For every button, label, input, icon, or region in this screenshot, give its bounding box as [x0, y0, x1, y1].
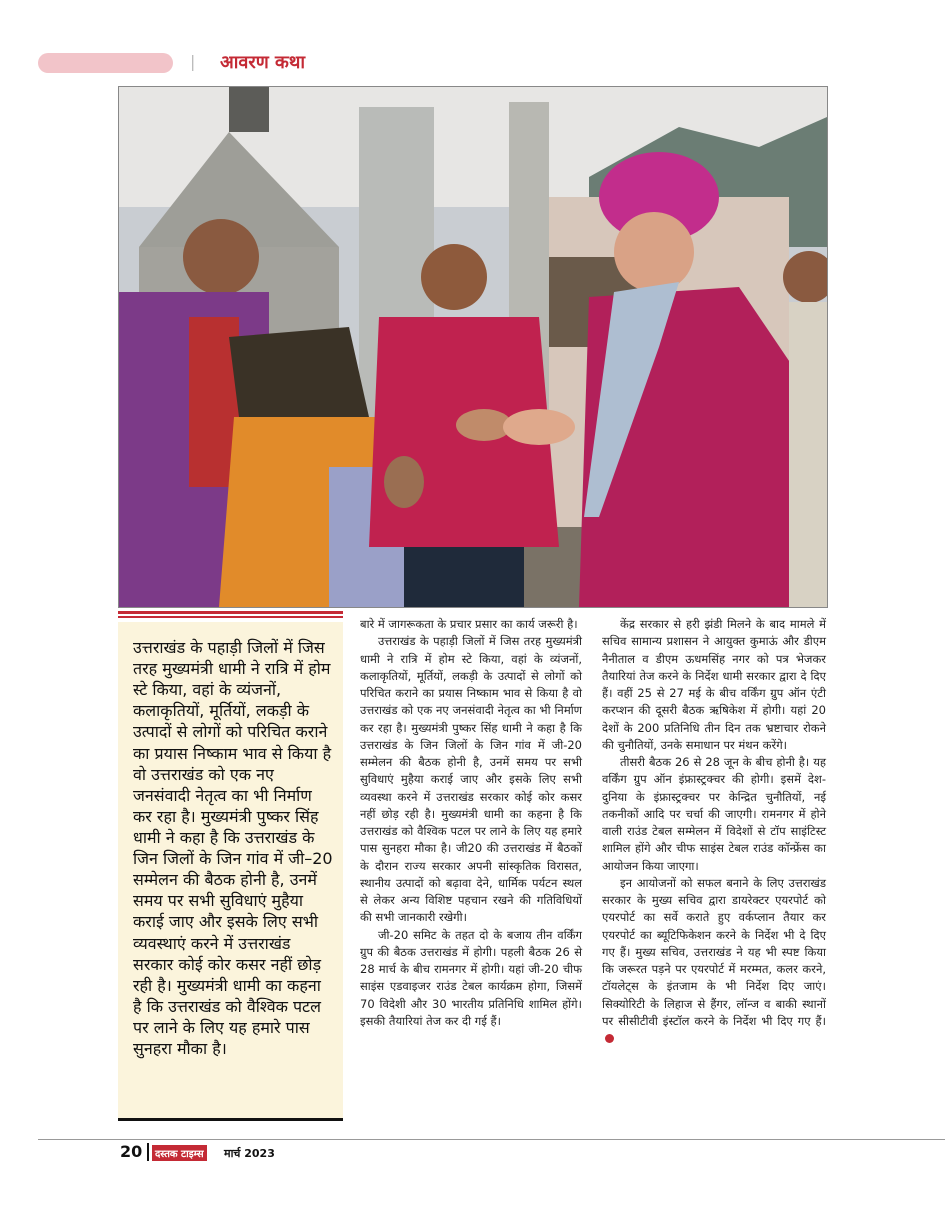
column2-paragraph: तीसरी बैठक 26 से 28 जून के बीच होनी है। यह वर्किंग ग्रुप ऑन इंफ्रास्ट्रक्चर की होगी। इसमें देश-दुनिया के इंफ्रास्ट्रक्चर पर केन्द्रित चुनौतियों, नई तकनीकों आदि पर चर्चा की जाएगी। रामनगर में होने वाली राउंड टेबल सम्मेलन में विदेशों से टॉप साइंटिस्ट शामिल होंगे और चीफ साइंस टेबल राउंड कॉन्फ्रेंस का आयोजन किया जाएगा।: [602, 755, 826, 873]
footer-rule: [38, 1139, 945, 1140]
pull-quote: [118, 622, 343, 1118]
footer-divider: [147, 1143, 149, 1161]
cover-photo: [118, 86, 828, 608]
magazine-logo: दस्तक टाइम्स: [152, 1145, 207, 1161]
column1-paragraph: जी-20 समिट के तहत दो के बजाय तीन वर्किंग ग्रुप की बैठक उत्तराखंड में होगी। पहली बैठक 26 से 28 मार्च के बीच रामनगर में होगी। यहां जी-20 चीफ साइंस एडवाइजर राउंड टेबल कार्यक्रम होगा, जिसमें 70 विदेशी और 30 भारतीय प्रतिनिधि शामिल होंगे। इसकी तैयारियां तेज कर दी गई हैं।: [360, 927, 582, 1028]
article-column-1: [360, 616, 582, 1030]
issue-date: मार्च 2023: [224, 1147, 275, 1160]
page-number: 20: [120, 1142, 143, 1161]
header-separator: |: [190, 52, 196, 71]
column2-paragraph: केंद्र सरकार से हरी झंडी मिलने के बाद मामले में सचिव सामान्य प्रशासन ने आयुक्त कुमाऊं और डीएम नैनीताल व डीएम ऊधमसिंह नगर को पत्र भेजकर तैयारियां तेज करने के निर्देश धामी सरकार द्वारा दे दिए हैं। वहीं 25 से 27 मई के बीच वर्किंग ग्रुप ऑन एंटी करप्शन की दूसरी बैठक ऋषिकेश में होगी। यहां 20 देशों के 200 प्रतिनिधि तीन दिन तक भ्रष्टाचार रोकने की चुनौतियों, उनके समाधान पर मंथन करेंगे।: [602, 617, 826, 752]
column1-paragraph: उत्तराखंड के पहाड़ी जिलों में जिस तरह मुख्यमंत्री धामी ने रात्रि में होम स्टे किया, वहां के व्यंजनों, कलाकृतियों, मूर्तियों, लकड़ी के उत्पादों से लोगों को परिचित कराने का प्रयास निष्काम भाव से किया है वो उत्तराखंड को एक नए जनसंवादी नेतृत्व का भी निर्माण कर रहा है। मुख्यमंत्री पुष्कर सिंह धामी ने कहा है कि उत्तराखंड के जिन जिलों के जिन गांव में जी-20 सम्मेलन की बैठक होनी है, उनमें समय पर सभी सुविधाएं मुहैया कराई जाए और इसके लिए सभी व्यवस्था करने में उत्तराखंड सरकार कोई कोर कसर नहीं छोड़ रही है। मुख्यमंत्री धामी का कहना है कि उत्तराखंड को वैश्विक पटल पर लाने के लिए यह हमारे पास सुनहरा मौका है। जी20 की उत्तराखंड में बैठकों के दौरान राज्य सरकार अपनी सांस्कृतिक विरासत, स्थानीय उत्पादों को बढ़ावा देने, धार्मिक पर्यटन स्थल से लेकर अन्य विशिष्ट पहचान रखने की गतिविधियों की सभी जानकारी रखेगी।: [360, 634, 582, 925]
pull-quote-bottom-rule: [118, 1118, 343, 1121]
article-column-2: [602, 616, 826, 1047]
header-pill-decoration: [38, 53, 173, 73]
pull-quote-top-rule: [118, 611, 343, 618]
column1-paragraph: बारे में जागरूकता के प्रचार प्रसार का कार्य जरूरी है।: [360, 617, 578, 631]
section-title: आवरण कथा: [220, 52, 306, 73]
pull-quote-text: उत्तराखंड के पहाड़ी जिलों में जिस तरह मुख्यमंत्री धामी ने रात्रि में होम स्टे किया, वहां के व्यंजनों, कलाकृतियों, मूर्तियों, लकड़ी के उत्पादों से लोगों को परिचित कराने का प्रयास निष्काम भाव से किया है वो उत्तराखंड को एक नए जनसंवादी नेतृत्व का भी निर्माण कर रहा है। मुख्यमंत्री पुष्कर सिंह धामी ने कहा है कि उत्तराखंड के जिन जिलों के जिन गांव में जी–20 सम्मेलन की बैठक होनी है, उनमें समय पर सभी सुविधाएं मुहैया कराई जाए और इसके लिए सभी व्यवस्थाएं करने में उत्तराखंड सरकार कोई कोर कसर नहीं छोड़ रही है। मुख्यमंत्री धामी का कहना है कि उत्तराखंड को वैश्विक पटल पर लाने के लिए यह हमारे पास सुनहरा मौका है।: [133, 638, 333, 1059]
article-end-dot-icon: [605, 1034, 614, 1043]
column2-paragraph: इन आयोजनों को सफल बनाने के लिए उत्तराखंड सरकार के मुख्य सचिव द्वारा डायरेक्टर एयरपोर्ट को एयरपोर्ट का सर्वे कराते हुए वर्कप्लान तैयार कर एयरपोर्ट का ब्यूटिफिकेशन करने के निर्देश भी दे दिए गए हैं। मुख्य सचिव, उत्तराखंड ने यह भी स्पष्ट किया कि जरूरत पड़ने पर एयरपोर्ट में मरम्मत, कलर करने, टॉयलेट्स के इंतजाम के भी निर्देश दिए जाएं। सिक्योरिटी के लिहाज से हैंगर, लॉन्ज व बाकी स्थानों पर सीसीटीवी इंस्टॉल करने के निर्देश भी दिए गए हैं।: [602, 875, 826, 1028]
